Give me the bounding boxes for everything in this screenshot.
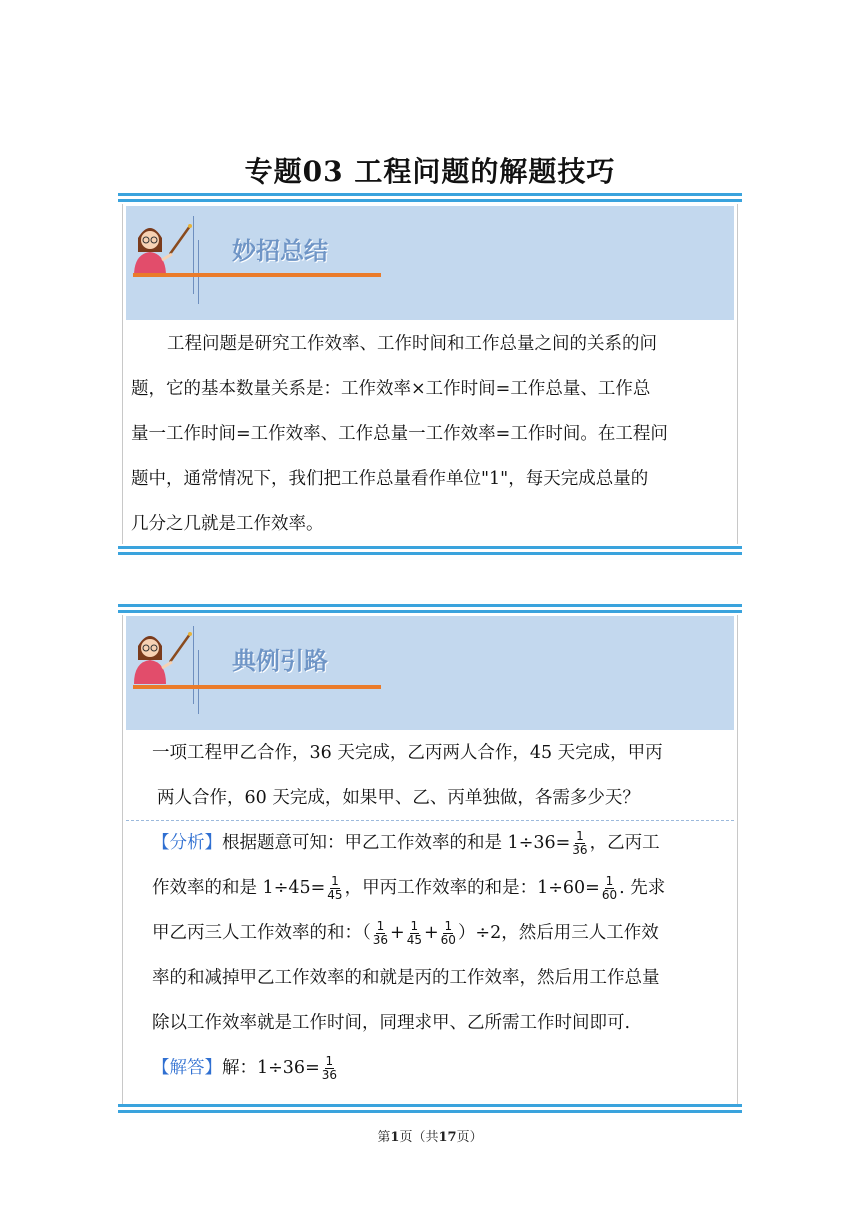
fraction xyxy=(572,830,587,857)
section-heading: 妙招总结 xyxy=(232,237,328,265)
heading-underline xyxy=(133,273,381,277)
analysis-block xyxy=(152,821,737,1091)
numerator: 1 xyxy=(444,919,453,933)
analysis-label: 【分析】 xyxy=(152,833,222,853)
section-bottom-rule xyxy=(118,1110,742,1113)
paragraph-line: 题中，通常情况下，我们把工作总量看作单位"1"，每天完成总量的 xyxy=(131,469,649,489)
denominator: 45 xyxy=(406,933,422,947)
paragraph-line: 工程问题是研究工作效率、工作时间和工作总量之间的关系的问 xyxy=(167,334,657,354)
denominator: 36 xyxy=(372,933,389,947)
analysis-line xyxy=(152,866,737,911)
page-total: 17 xyxy=(438,1130,457,1145)
numerator: 1 xyxy=(376,919,385,933)
panel-border xyxy=(122,204,123,544)
numerator: 1 xyxy=(410,919,419,933)
analysis-line: 除以工作效率就是工作时间，同理求甲、乙所需工作时间即可. xyxy=(152,1013,631,1033)
denominator: 36 xyxy=(572,843,588,857)
denominator: 60 xyxy=(601,888,618,902)
fraction xyxy=(327,875,342,902)
fraction xyxy=(441,920,456,947)
answer-label: 【解答】 xyxy=(152,1058,222,1078)
footer-text: 第 xyxy=(377,1130,391,1145)
page-number: 1 xyxy=(390,1130,400,1145)
teacher-icon xyxy=(128,626,194,686)
numerator: 1 xyxy=(576,829,584,843)
plus-sign: + xyxy=(423,923,439,943)
fraction xyxy=(602,875,617,902)
denominator: 60 xyxy=(440,933,456,947)
fraction xyxy=(322,1055,337,1082)
numerator: 1 xyxy=(331,874,339,888)
section-banner xyxy=(126,616,734,730)
section-top-rule xyxy=(118,199,742,202)
analysis-line: 率的和减掉甲乙工作效率的和就是丙的工作效率，然后用工作总量 xyxy=(152,968,660,988)
paragraph-line: 量一工作时间=工作效率、工作总量一工作效率=工作时间。在工程问 xyxy=(131,424,668,444)
analysis-text: ）÷2，然后用三人工作效 xyxy=(457,923,659,943)
analysis-line xyxy=(152,821,737,866)
problem-line: 两人合作，60 天完成，如果甲、乙、丙单独做，各需多少天？ xyxy=(157,788,640,808)
footer-text: 页（共 xyxy=(399,1130,439,1145)
footer-text: 页） xyxy=(456,1130,483,1145)
plus-sign: + xyxy=(390,923,405,943)
section-heading: 典例引路 xyxy=(232,647,328,675)
page-footer xyxy=(0,1126,860,1145)
fraction xyxy=(407,920,422,947)
heading-underline xyxy=(133,685,381,689)
analysis-text: ，甲丙工作效率的和是：1÷60= xyxy=(344,878,600,898)
section-top-rule xyxy=(118,604,742,607)
numerator: 1 xyxy=(325,1054,334,1068)
fraction xyxy=(373,920,388,947)
paragraph-line: 题，它的基本数量关系是：工作效率×工作时间=工作总量、工作总 xyxy=(131,379,651,399)
divider-line xyxy=(198,240,199,304)
paragraph-line: 几分之几就是工作效率。 xyxy=(131,514,324,534)
teacher-icon xyxy=(128,218,194,278)
divider-line xyxy=(198,650,199,714)
answer-line xyxy=(152,1046,737,1091)
answer-text: 解：1÷36= xyxy=(222,1058,320,1078)
analysis-line xyxy=(152,911,737,956)
panel-border xyxy=(122,615,123,1105)
analysis-text: 甲乙丙三人工作效率的和：（ xyxy=(152,923,371,943)
analysis-text: 根据题意可知：甲乙工作效率的和是 1÷36= xyxy=(222,833,571,853)
analysis-text: 作效率的和是 1÷45= xyxy=(152,878,326,898)
problem-line: 一项工程甲乙合作，36 天完成，乙丙两人合作，45 天完成，甲丙 xyxy=(152,743,663,763)
panel-border xyxy=(737,615,738,1105)
summary-paragraph xyxy=(131,322,731,547)
section-bottom-rule xyxy=(118,546,742,549)
analysis-text: ，乙丙工 xyxy=(589,833,660,853)
section-banner xyxy=(126,206,734,320)
page-title: 专题03 工程问题的解题技巧 xyxy=(244,155,616,188)
section-bottom-rule xyxy=(118,552,742,555)
section-top-rule xyxy=(118,193,742,196)
panel-border xyxy=(737,204,738,544)
section-bottom-rule xyxy=(118,1104,742,1107)
denominator: 45 xyxy=(327,888,343,902)
analysis-text: . 先求 xyxy=(619,878,666,898)
numerator: 1 xyxy=(605,874,614,888)
denominator: 36 xyxy=(321,1068,338,1082)
divider-line xyxy=(193,626,194,704)
divider-line xyxy=(193,216,194,294)
section-top-rule xyxy=(118,610,742,613)
problem-statement xyxy=(152,731,737,821)
